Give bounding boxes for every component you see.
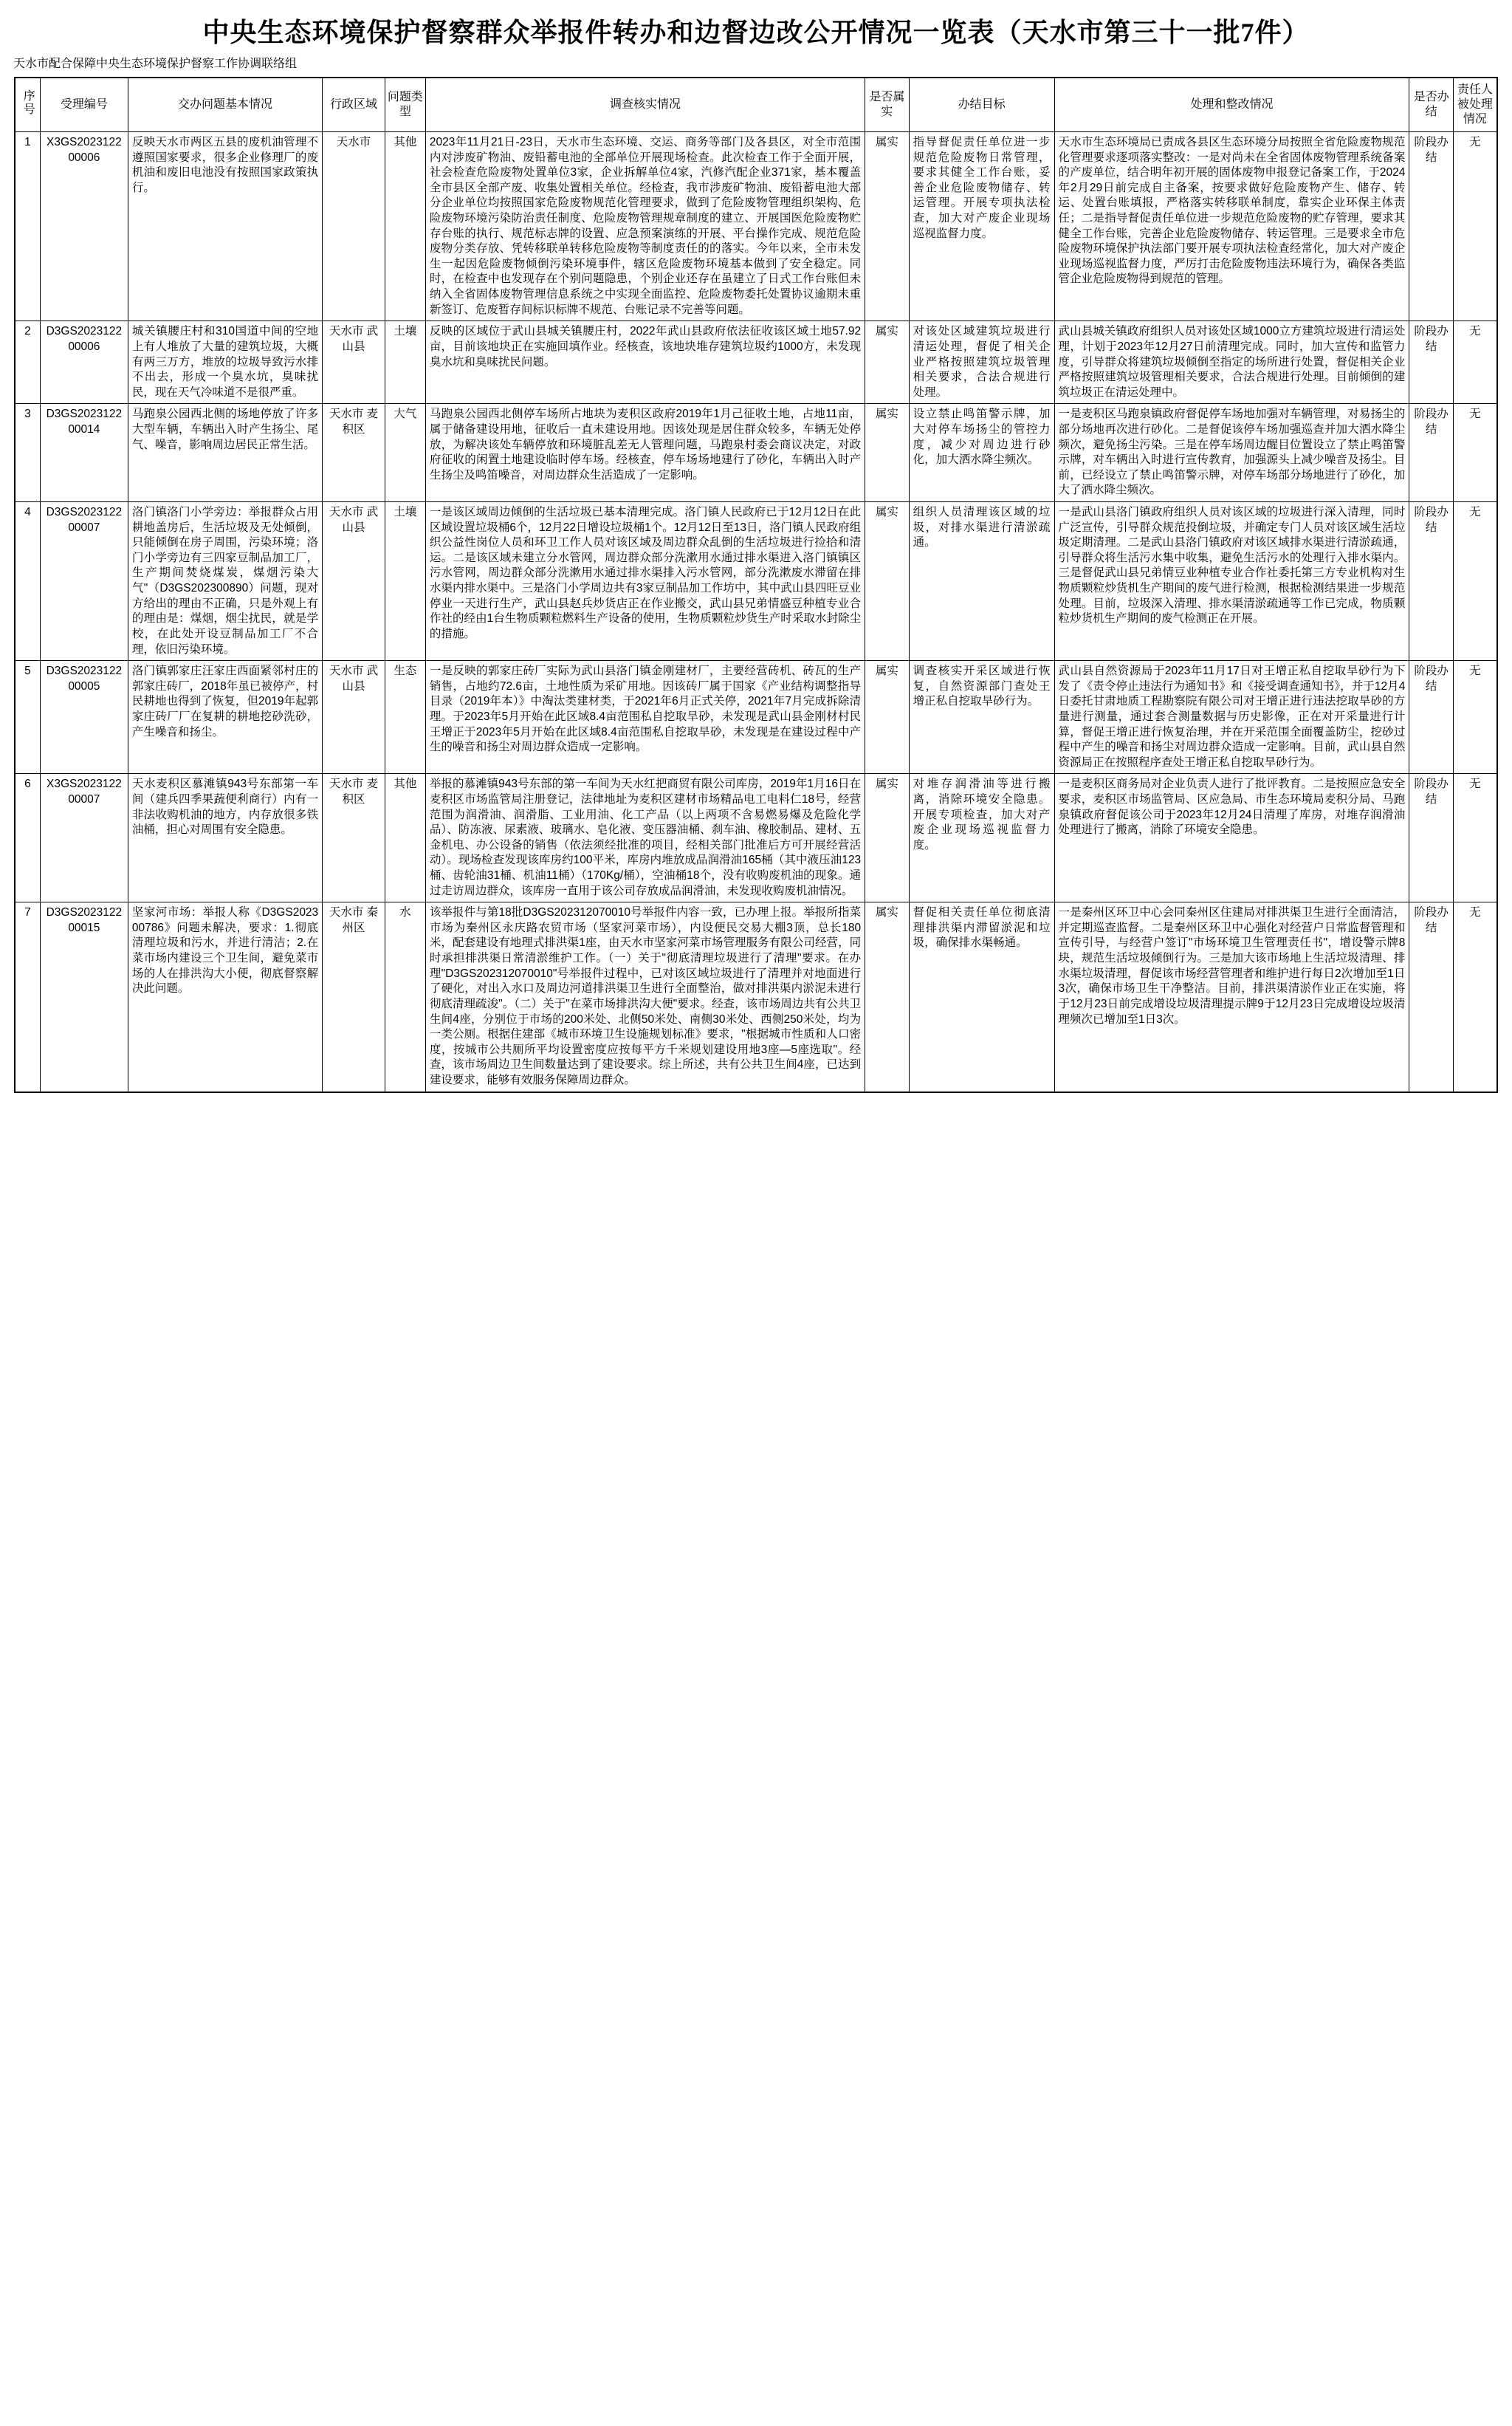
cell-is-true: 属实 <box>865 774 910 902</box>
cell-goal: 调查核实开采区域进行恢复，自然资源部门查处王增正私自挖取旱砂行为。 <box>909 661 1054 774</box>
cell-goal: 设立禁止鸣笛警示牌，加大对停车场扬尘的管控力度，减少对周边进行砂化，加大洒水降尘频次。 <box>909 404 1054 502</box>
cell-verify: 一是反映的郭家庄砖厂实际为武山县洛门镇金刚建材厂，主要经营砖机、砖瓦的生产销售，占地约72.6亩，土地性质为采矿用地。因该砖厂属于国家《产业结构调整指导目录（2019年本）》中淘汰类建材类，于2021年6月正式关停，2021年7月完成拆除清理。于2023年5月开始在此区域8.4亩范围私自挖取旱砂，未发现是武山县金刚材村民王增正于2023年5月开始在此区域8.4亩范围私自挖取旱砂，未发现是在建设过程中产生的噪音和扬尘对周边群众造成一定影响。 <box>425 661 865 774</box>
cell-is-closed: 阶段办结 <box>1409 321 1454 404</box>
cell-verify: 该举报件与第18批D3GS202312070010号举报件内容一致，已办理上报。举报所指菜市场为秦州区永庆路农贸市场（坚家河菜市场），内设便民交易大棚3顶，总长180米，配套建设有地理式排洪渠1座，由天水市坚家河菜市场管理服务有限公司经营，同时承担排洪渠日常清淤维护工作。（一）关于"彻底清理垃圾进行了清理"要求。在办理"D3GS202312070010"号举报件过程中，已对该区域垃圾进行了清理并对地面进行了硬化，对出入水口及周边河道排洪渠卫生进行全面整治，做对排洪渠内淤泥未进行彻底清理疏浚"。（二）关于"在菜市场排洪沟大便"要求。经查，该市场周边共有公共卫生间4座，分别位于市场的200米处、北侧50米处、南侧30米处、西侧250米处，均为一类公厕。根据住建部《城市环境卫生设施规划标准》要求，"根据城市性质和人口密度，按城市公共厕所平均设置密度应按每平方千米规划建设用地3座—5座选取"。经查，该市场周边卫生间数量达到了建设要求。综上所述，共有公共卫生间4座，已达到建设要求，能够有效服务保障周边群众。 <box>425 902 865 1092</box>
cell-responsible: 无 <box>1453 902 1497 1092</box>
cell-index: 3 <box>15 404 40 502</box>
cell-index: 7 <box>15 902 40 1092</box>
cell-verify: 2023年11月21日-23日，天水市生态环境、交运、商务等部门及各县区，对全市范围内对涉废矿物油、废铅蓄电池的全部单位开展现场检查。此次检查工作于全面开展，社会检查危险废物处置单位3家，企业拆解单位4家，汽修汽配企业371家，基本覆盖全市县区全部产废、收集处置相关单位。经检查，我市涉废矿物油、废铅蓄电池大部分企业单位均按照国家危险废物规范化管理要求，做到了危险废物管理组织架构、危险废物环境污染防治责任制度、危险废物管理规章制度的建立、开展国医危险废物贮存台账的执行、规范标志牌的设置、应急预案演练的开展、平台操作完成、规范危险废物分类存放、凭转移联单转移危险废物等制度责任的的落实。今年以来，全市未发生一起因危险废物倾倒污染环境事件，辖区危险废物环境基本做到了安全稳定。同时，在检查中也发现存在个别问题隐患，个别企业还存在虽建立了日式工作台账但未纳入全省固体废物管理信息系统之中实现全面监控、危险废物委托处置协议逾期未重新签订、危废暂存间标识标牌不规范、台账记录不完善等问题。 <box>425 132 865 321</box>
cell-code: X3GS202312200006 <box>40 132 128 321</box>
cell-is-closed: 阶段办结 <box>1409 902 1454 1092</box>
cell-code: D3GS202312200006 <box>40 321 128 404</box>
cell-is-closed: 阶段办结 <box>1409 132 1454 321</box>
cell-region: 天水市 <box>323 132 385 321</box>
cell-goal: 督促相关责任单位彻底清理排洪渠内滞留淤泥和垃圾，确保排水渠畅通。 <box>909 902 1054 1092</box>
cell-code: D3GS202312200014 <box>40 404 128 502</box>
col-code: 受理编号 <box>40 78 128 132</box>
cell-handle: 一是麦积区马跑泉镇政府督促停车场地加强对车辆管理，对易扬尘的部分场地再次进行砂化。二是督促该停车场加强巡查并加大洒水降尘频次，避免扬尘污染。三是在停车场周边醒目位置设立了禁止鸣笛警示牌，对车辆出入时进行宣传教育，加强源头上减少噪音及扬尘。目前，已经设立了禁止鸣笛警示牌，对停车场部分场地进行了砂化，加大了洒水降尘频次。 <box>1054 404 1409 502</box>
cell-index: 6 <box>15 774 40 902</box>
cell-responsible: 无 <box>1453 661 1497 774</box>
col-basic: 交办问题基本情况 <box>128 78 322 132</box>
cell-is-true: 属实 <box>865 661 910 774</box>
cell-type: 水 <box>385 902 425 1092</box>
table-row <box>15 902 1497 1092</box>
cell-type: 生态 <box>385 661 425 774</box>
col-verify: 调查核实情况 <box>425 78 865 132</box>
cell-responsible: 无 <box>1453 132 1497 321</box>
cell-is-true: 属实 <box>865 502 910 661</box>
cell-index: 2 <box>15 321 40 404</box>
col-type: 问题类型 <box>385 78 425 132</box>
cell-handle: 武山县城关镇政府组织人员对该处区域1000立方建筑垃圾进行清运处理，计划于2023年12月27日前清理完成。同时，加大宣传和监管力度，引导群众将建筑垃圾倾倒至指定的场所进行处置，督促相关企业严格按照建筑垃圾管理相关要求，合法合规进行处理。目前倾倒的建筑垃圾正在清运处理中。 <box>1054 321 1409 404</box>
cell-type: 土壤 <box>385 502 425 661</box>
cell-index: 1 <box>15 132 40 321</box>
col-region: 行政区域 <box>323 78 385 132</box>
cell-region: 天水市 麦积区 <box>323 404 385 502</box>
cell-region: 天水市 武山县 <box>323 661 385 774</box>
cell-responsible: 无 <box>1453 774 1497 902</box>
cell-basic: 城关镇腰庄村和310国道中间的空地上有人堆放了大量的建筑垃圾，大概有两三万方，堆放的垃圾导致污水排不出去，形成一个臭水坑，臭味扰民，现在天气冷味道不是很严重。 <box>128 321 322 404</box>
cell-type: 其他 <box>385 774 425 902</box>
cell-index: 4 <box>15 502 40 661</box>
cell-basic: 天水麦积区慕滩镇943号东部第一车间（建兵四季果蔬便利商行）内有一非法收购机油的地方，内存放很多铁油桶，担心对周围有安全隐患。 <box>128 774 322 902</box>
cell-goal: 对堆存润滑油等进行搬离，消除环境安全隐患。开展专项检查，加大对产废企业现场巡视监督力度。 <box>909 774 1054 902</box>
cell-code: D3GS202312200015 <box>40 902 128 1092</box>
col-handle: 处理和整改情况 <box>1054 78 1409 132</box>
cell-responsible: 无 <box>1453 404 1497 502</box>
cell-is-closed: 阶段办结 <box>1409 502 1454 661</box>
cell-type: 土壤 <box>385 321 425 404</box>
cell-goal: 对该处区域建筑垃圾进行清运处理，督促了相关企业严格按照建筑垃圾管理相关要求，合法合规进行处理。 <box>909 321 1054 404</box>
cell-index: 5 <box>15 661 40 774</box>
cell-goal: 指导督促责任单位进一步规范危险废物日常管理，要求其健全工作台账，妥善企业危险废物储存、转运管理。开展专项执法检查，加大对产废企业现场巡视监督力度。 <box>909 132 1054 321</box>
cell-is-true: 属实 <box>865 902 910 1092</box>
cell-is-true: 属实 <box>865 321 910 404</box>
col-goal: 办结目标 <box>909 78 1054 132</box>
cell-region: 天水市 武山县 <box>323 502 385 661</box>
cell-code: X3GS202312200007 <box>40 774 128 902</box>
cell-is-closed: 阶段办结 <box>1409 661 1454 774</box>
table-row <box>15 774 1497 902</box>
cell-handle: 一是麦积区商务局对企业负责人进行了批评教育。二是按照应急安全要求，麦积区市场监管局、区应急局、市生态环境局麦积分局、马跑泉镇政府督促该公司于2023年12月24日清理了库房，对堆存润滑油处理进行了搬离，消除了环境安全隐患。 <box>1054 774 1409 902</box>
page-title: 中央生态环境保护督察群众举报件转办和边督边改公开情况一览表（天水市第三十一批7件） <box>202 18 1310 47</box>
cell-is-true: 属实 <box>865 132 910 321</box>
cell-basic: 洛门镇洛门小学旁边：举报群众占用耕地盖房后，生活垃圾及无处倾倒，只能倾倒在房子周围，污染环境；洛门小学旁边有三四家豆制品加工厂，生产期间焚烧煤炭，煤烟污染大气"（D3GS202300890）问题，现对方给出的理由不正确，只是外观上有的理由是：煤烟，烟尘扰民，就是学校，在此处开设豆制品加工厂不合理，依旧污染环境。 <box>128 502 322 661</box>
cell-basic: 洛门镇郭家庄汪家庄西面紧邻村庄的郭家庄砖厂，2018年虽已被停产，村民耕地也得到了恢复，但2019年起郭家庄砖厂厂在复耕的耕地挖砂洗砂，产生噪音和扬尘。 <box>128 661 322 774</box>
cell-basic: 坚家河市场：举报人称《D3GS202300786》问题未解决，要求：1.彻底清理垃圾和污水，并进行清洁；2.在菜市场内建设三个卫生间，避免菜市场的人在排洪沟大小便，彻底督察解决此问题。 <box>128 902 322 1092</box>
cell-handle: 武山县自然资源局于2023年11月17日对王增正私自挖取旱砂行为下发了《责令停止违法行为通知书》和《接受调查通知书》，并于12月4日委托甘肃地质工程勘察院有限公司对王增正进行违法挖取旱砂的方量进行测量，通过套合测量数据与历史影像，正在对开采量进行计算，督促王增正进行恢复治理，并在开采范围全面覆盖防尘，挖砂过程中产生的噪音和扬尘对周边群众造成一定影响。目前，武山县自然资源局正在按照程序查处王增正私自挖取旱砂行为。 <box>1054 661 1409 774</box>
col-index: 序号 <box>15 78 40 132</box>
cell-responsible: 无 <box>1453 502 1497 661</box>
cell-verify: 马跑泉公园西北侧停车场所占地块为麦积区政府2019年1月己征收土地，占地11亩，属于储备建设用地，征收后一直未建设用地。因该处现是居住群众较多，车辆无处停放，为解决该处车辆停放和环境脏乱差无人管理问题，马跑泉村委会商议决定，对政府征收的闲置土地建设临时停车场。经核查，停车场场地建行了砂化，车辆出入时产生扬尘及鸣笛噪音，对周边群众生活造成了一定影响。 <box>425 404 865 502</box>
cell-region: 天水市 武山县 <box>323 321 385 404</box>
table-row <box>15 502 1497 661</box>
cell-verify: 举报的慕滩镇943号东部的第一车间为天水红把商贸有限公司库房，2019年1月16日在麦积区市场监管局注册登记，法律地址为麦积区建材市场精品电工电料仁18号，经营范围为润滑油、润滑脂、工业用油、化工产品（以上两项不含易燃易爆及危险化学品）、防冻液、尿素液、玻璃水、皂化液、变压器油桶、刹车油、橡胶制品、建材、五金机电、办公设备的销售（依法须经批准的项目，经相关部门批准后方可开展经营活动）。现场检查发现该库房约100平米，库房内堆放成品润滑油165桶（其中液压油123桶、齿轮油31桶、机油11桶）（170Kg/桶），空油桶18个，没有收购废机油的现象。通过走访周边群众，该库房一直用于该公司存放成品润滑油，未发现收购废机油情况。 <box>425 774 865 902</box>
table-row <box>15 132 1497 321</box>
cell-basic: 马跑泉公园西北侧的场地停放了许多大型车辆，车辆出入时产生扬尘、尾气、噪音，影响周边居民正常生活。 <box>128 404 322 502</box>
cell-verify: 反映的区域位于武山县城关镇腰庄村，2022年武山县政府依法征收该区域土地57.92亩，目前该地块正在实施回填作业。经核查，该地块堆存建筑垃圾约1000方，未发现臭水坑和臭味扰民问题。 <box>425 321 865 404</box>
cell-basic: 反映天水市两区五县的废机油管理不遵照国家要求，很多企业修理厂的废机油和废旧电池没有按照国家政策执行。 <box>128 132 322 321</box>
cell-handle: 天水市生态环境局已责成各县区生态环境分局按照全省危险废物规范化管理要求逐项落实整改：一是对尚未在全省固体废物管理系统备案的产废单位，结合明年初开展的固体废物申报登记备案工作，于2024年2月29日前完成自主备案，按要求做好危险废物产生、储存、转运、处置台账填报，严格落实转移联单制度，靠实企业环保主体责任；二是指导督促责任单位进一步规范危险废物的贮存管理，要求其健全工作台账，完善企业危险废物储存、转运管理。三是要求全市危险废物环境保护执法部门要开展专项执法检查经常化，加大对产废企业现场巡视监督力度，严厉打击危险废物违法环境行为，确保各类监管企业危险废物得到规范的管理。 <box>1054 132 1409 321</box>
cell-is-closed: 阶段办结 <box>1409 774 1454 902</box>
table-row <box>15 321 1497 404</box>
cell-handle: 一是武山县洛门镇政府组织人员对该区域的垃圾进行深入清理，同时广泛宣传，引导群众规范投倒垃圾，并确定专门人员对该区域生活垃圾定期清理。二是武山县洛门镇政府对该区域排水渠进行清淤疏通，引导群众将生活污水集中收集，避免生活污水的处理行入排水渠内。三是督促武山县兄弟情豆业种植专业合作社委托第三方专业机构对生物质颗粒炒货机生产期间的废气进行检测，根据检测结果进一步规范处理。目前，垃圾深入清理、排水渠清淤疏通等工作已完成，物质颗粒炒货机生产期间的废气检测正在开展。 <box>1054 502 1409 661</box>
cell-verify: 一是该区域周边倾倒的生活垃圾已基本清理完成。洛门镇人民政府已于12月12日在此区域设置垃圾桶6个，12月22日增设垃圾桶1个。12月12日至13日，洛门镇人民政府组织公益性岗位人员和环卫工作人员对该区域及周边群众乱倒的生活垃圾进行捡拾和清运。二是该区域未建立分水管网，周边群众部分洗漱用水通过排水渠进入洛门镇镇区污水管网，周边群众部分洗漱用水通过排水渠排入污水管网，部分洗漱废水滞留在排水渠内排水渠中。三是洛门小学周边共有3家豆制品加工作坊中，其中武山县四旺豆业停业一天进行生产，武山县赵兵炒货店正在作业搬交，武山县兄弟情盛豆种植专业合作社的经由1台生物质颗粒燃料生产设备的使用，生物质颗粒炒货生产时采取水封除尘的措施。 <box>425 502 865 661</box>
table-body <box>15 132 1497 1092</box>
col-is-closed: 是否办结 <box>1409 78 1454 132</box>
col-responsible: 责任人被处理情况 <box>1453 78 1497 132</box>
cell-type: 大气 <box>385 404 425 502</box>
cell-handle: 一是秦州区环卫中心会同秦州区住建局对排洪渠卫生进行全面清洁，并定期巡查监督。二是秦州区环卫中心强化对经营户日常监督管理和宣传引导，与经营户签订"市场环境卫生管理责任书"，增设警示牌8块，规范生活垃圾倾倒行为。三是加大该市场地上生活垃圾清理、排水渠垃圾清理，督促该市场经营管理者和维护进行每日2次增加至1日3次，确保市场卫生干净整洁。目前，排洪渠清淤作业正在实施，将于12月23日前完成增设垃圾清理提示牌9于12月23日完成增设垃圾清理频次已增加至1日3次。 <box>1054 902 1409 1092</box>
cell-responsible: 无 <box>1453 321 1497 404</box>
cell-region: 天水市 秦州区 <box>323 902 385 1092</box>
cell-region: 天水市 麦积区 <box>323 774 385 902</box>
cell-is-true: 属实 <box>865 404 910 502</box>
table-header-row <box>15 78 1497 132</box>
cell-code: D3GS202312200007 <box>40 502 128 661</box>
page-subtitle: 天水市配合保障中央生态环境保护督察工作协调联络组 <box>13 58 298 70</box>
report-table <box>14 77 1498 1093</box>
document-page <box>0 0 1512 1123</box>
table-row <box>15 661 1497 774</box>
cell-goal: 组织人员清理该区域的垃圾，对排水渠进行清淤疏通。 <box>909 502 1054 661</box>
col-is-true: 是否属实 <box>865 78 910 132</box>
table-row <box>15 404 1497 502</box>
cell-type: 其他 <box>385 132 425 321</box>
cell-code: D3GS202312200005 <box>40 661 128 774</box>
cell-is-closed: 阶段办结 <box>1409 404 1454 502</box>
